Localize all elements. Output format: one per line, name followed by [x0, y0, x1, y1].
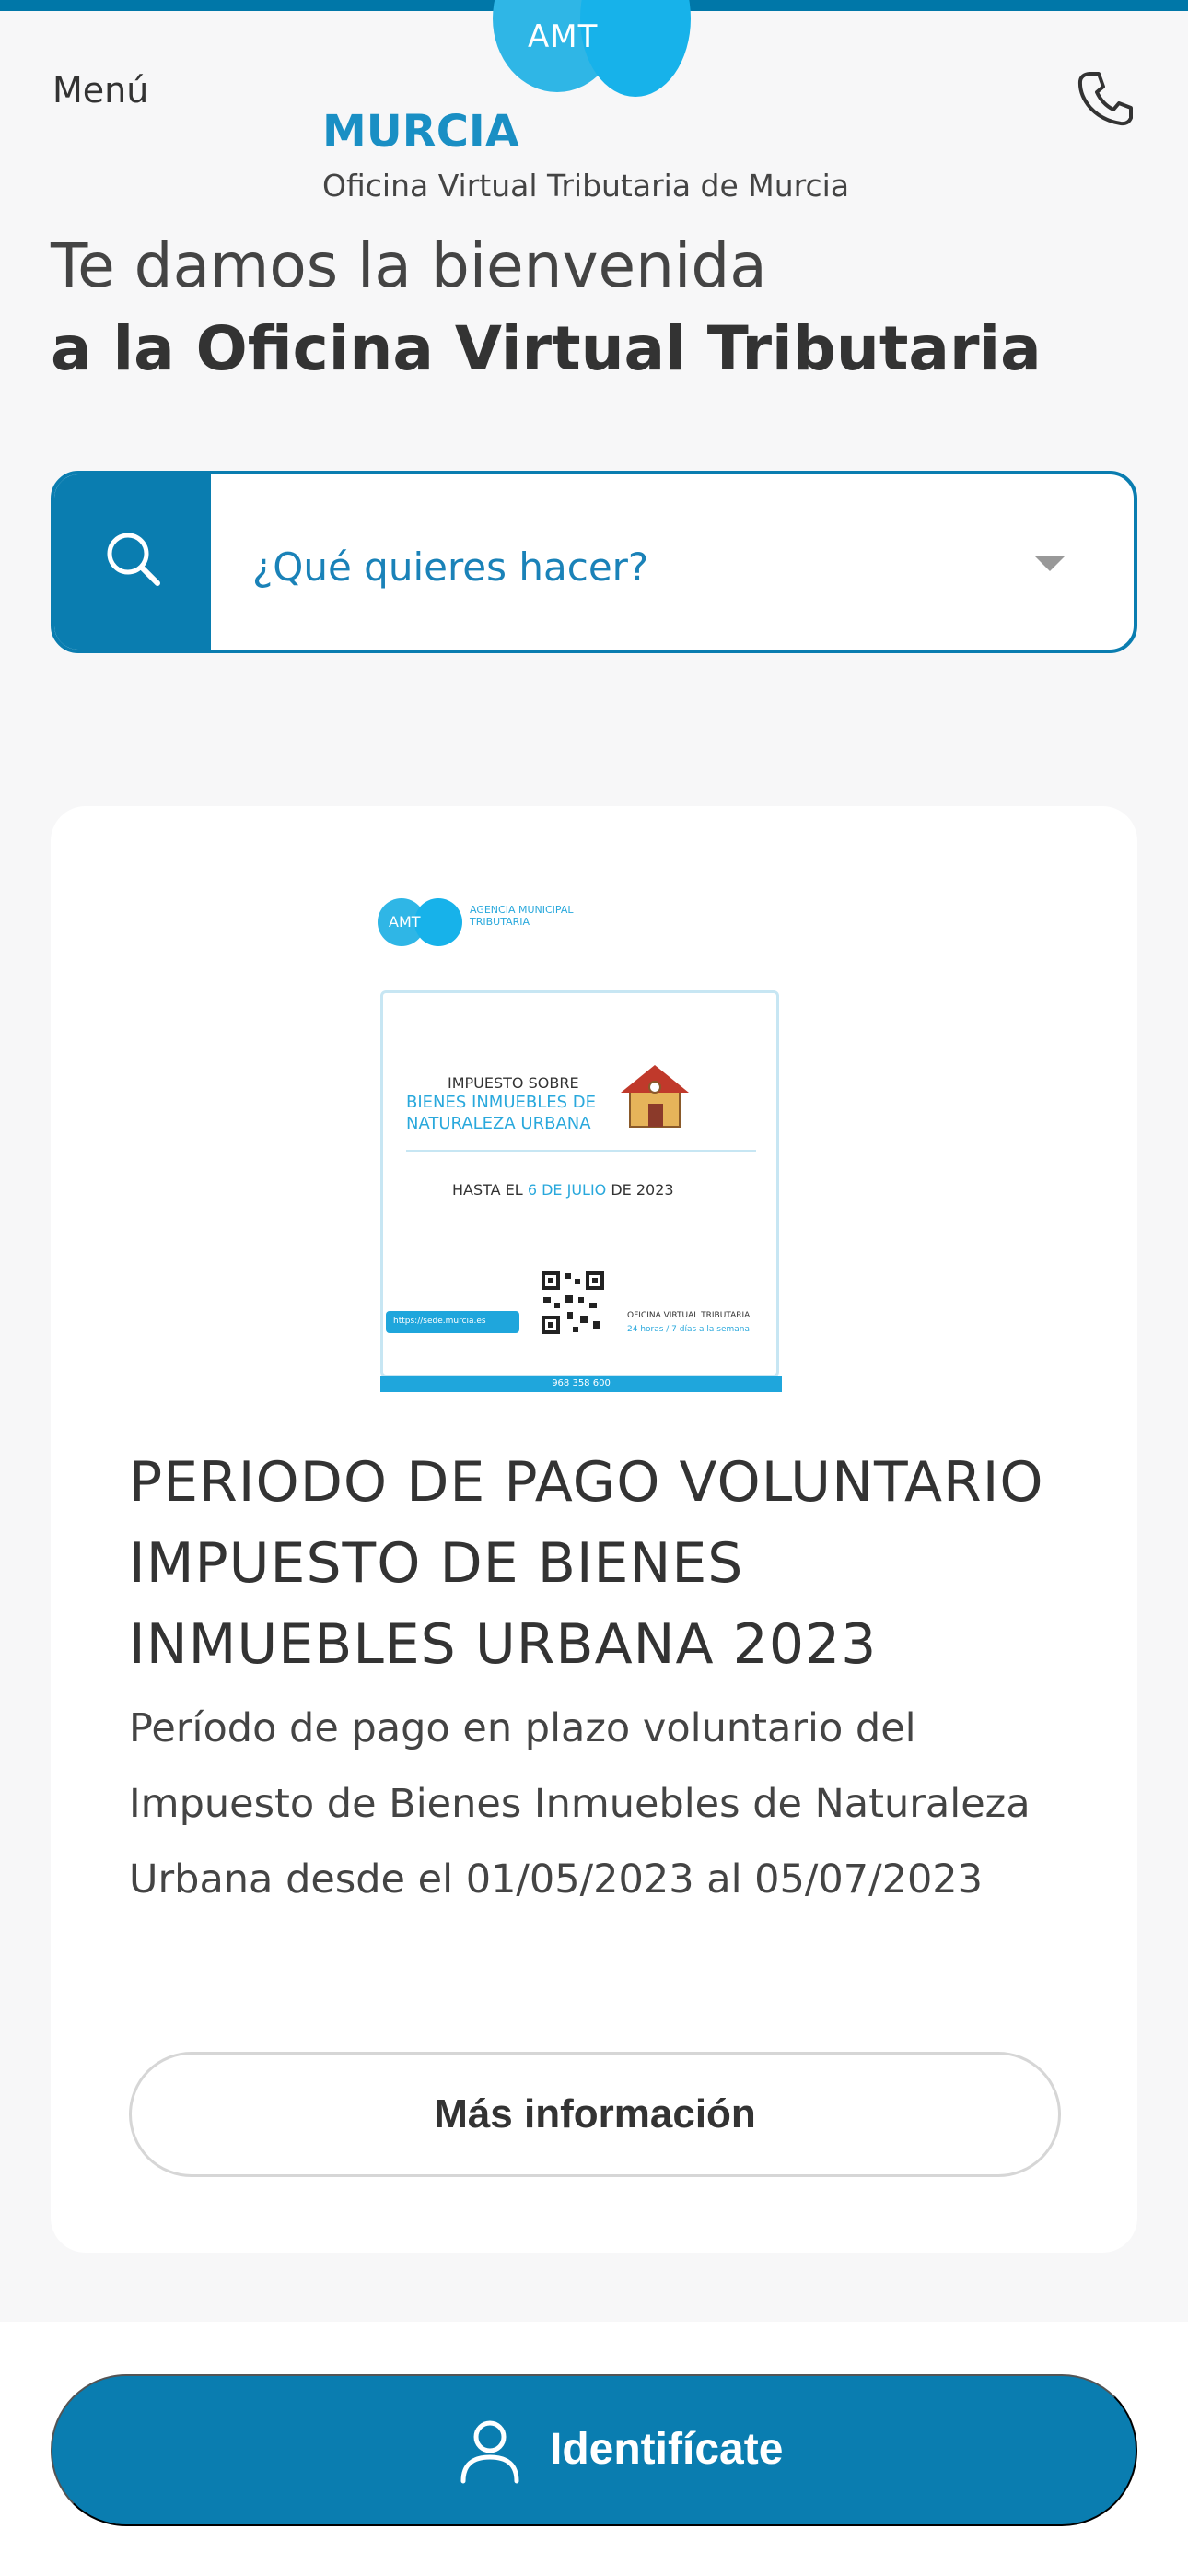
- more-info-button[interactable]: Más información: [129, 2052, 1061, 2177]
- card-body: Período de pago en plazo voluntario del Impuesto de Bienes Inmuebles de Naturaleza Urbana desde el 01/05/2023 al 05/07/2023: [129, 1705, 1031, 1903]
- identify-label: Identifícate: [550, 2425, 784, 2474]
- poster-office: OFICINA VIRTUAL TRIBUTARIA: [627, 1311, 751, 1320]
- poster-hours: 24 horas / 7 días a la semana: [627, 1325, 751, 1334]
- user-icon: [458, 2418, 522, 2485]
- caret-down-icon: [1034, 556, 1066, 571]
- poster-title-1: IMPUESTO SOBRE: [448, 1074, 579, 1092]
- search-label: ¿Qué quieres hacer?: [252, 544, 649, 590]
- logo-subtitle: Oficina Virtual Tributaria de Murcia: [322, 168, 850, 204]
- ibi-poster-image: [378, 898, 838, 1410]
- poster-url: https://sede.murcia.es: [386, 1311, 519, 1333]
- identify-button[interactable]: [51, 2374, 1137, 2526]
- logo-city: MURCIA: [322, 106, 519, 158]
- news-card: [51, 806, 1137, 2253]
- poster-org: AGENCIA MUNICIPAL TRIBUTARIA: [470, 904, 574, 928]
- qr-code: [540, 1270, 606, 1336]
- action-search-select[interactable]: [51, 471, 1137, 653]
- logo-letters: AMT: [528, 18, 599, 55]
- bottom-bar: [0, 2322, 1188, 2576]
- poster-deadline: HASTA EL 6 DE JULIO DE 2023: [452, 1181, 674, 1199]
- poster-phone: 968 358 600: [380, 1376, 782, 1392]
- house-icon: [613, 1058, 696, 1131]
- welcome-line-2: a la Oficina Virtual Tributaria: [51, 313, 1042, 384]
- poster-frame: [380, 990, 779, 1377]
- poster-title-2: BIENES INMUEBLES DE: [406, 1093, 596, 1112]
- poster-logo: AMT: [389, 913, 421, 931]
- welcome-line-1: Te damos la bienvenida: [51, 230, 767, 301]
- menu-button[interactable]: Menú: [52, 70, 149, 111]
- logo-circles: [493, 0, 695, 101]
- poster-title-3: NATURALEZA URBANA: [406, 1114, 591, 1133]
- search-icon-box: [54, 474, 211, 650]
- search-icon: [100, 526, 165, 591]
- phone-icon[interactable]: [1073, 66, 1137, 131]
- card-title: PERIODO DE PAGO VOLUNTARIO IMPUESTO DE BIENES INMUEBLES URBANA 2023: [129, 1450, 1044, 1677]
- amt-logo[interactable]: [322, 0, 967, 212]
